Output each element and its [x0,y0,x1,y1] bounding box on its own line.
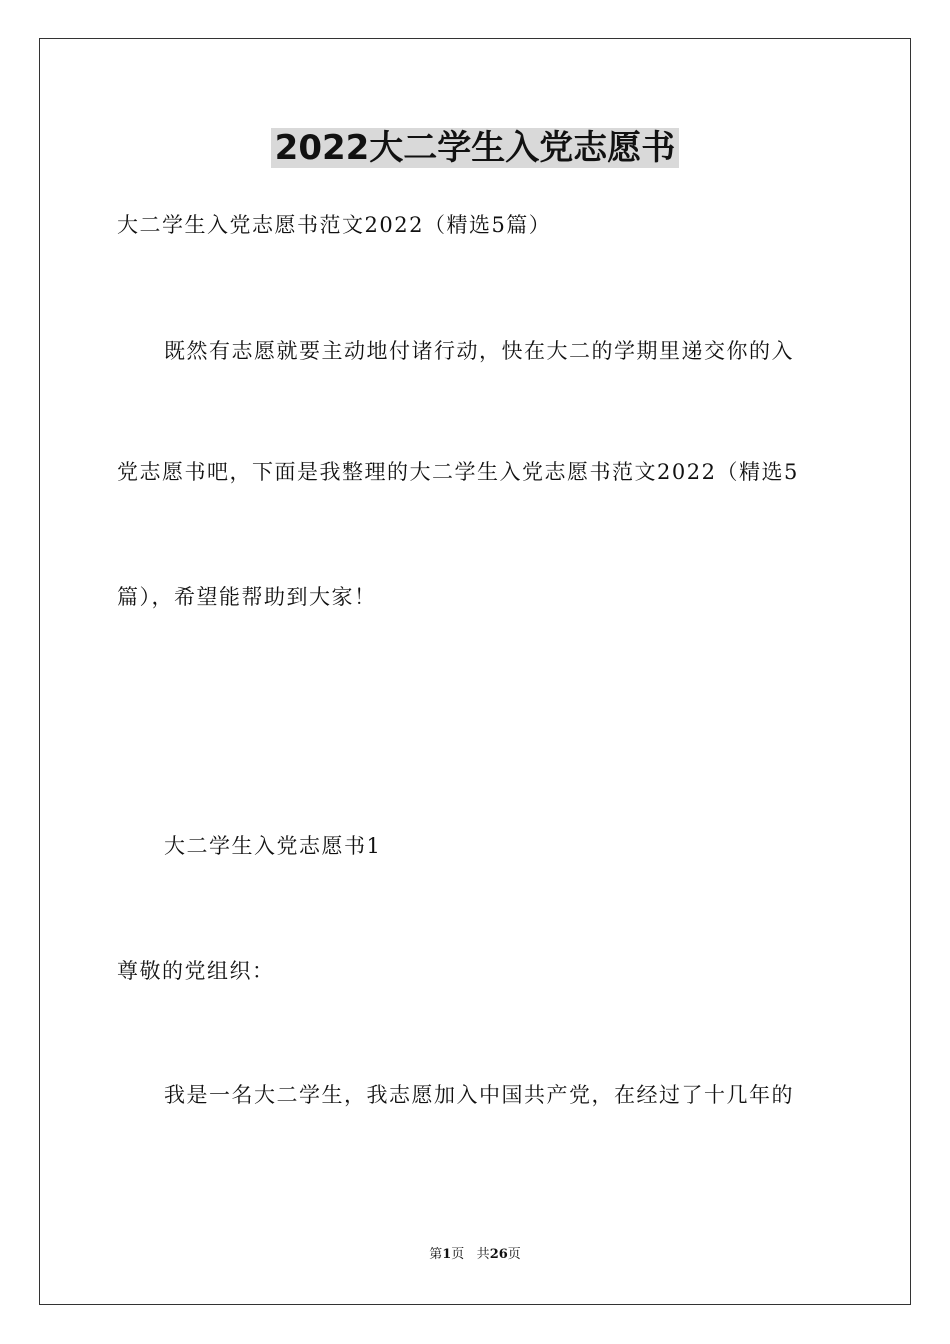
intro-line-3: 篇），希望能帮助到大家！ [117,585,377,609]
footer-page-number: 1 [442,1247,452,1262]
footer-total-pages: 26 [489,1247,508,1262]
document-title [0,124,950,172]
document-title-text: 2022大二学生入党志愿书 [271,128,680,168]
footer-total-suffix: 页 [507,1247,521,1262]
footer-page-suffix: 页 [451,1247,465,1262]
document-subtitle: 大二学生入党志愿书范文2022（精选5篇） [117,213,552,237]
section-heading: 大二学生入党志愿书1 [164,834,382,858]
footer-page-prefix: 第 [429,1247,443,1262]
footer-total-prefix: 共 [476,1247,490,1262]
intro-line-1: 既然有志愿就要主动地付诸行动，快在大二的学期里递交你的入 [164,339,794,363]
page-footer [0,1246,950,1264]
body-line-1: 我是一名大二学生，我志愿加入中国共产党，在经过了十几年的 [164,1083,794,1107]
salutation: 尊敬的党组织： [117,959,275,983]
intro-line-2: 党志愿书吧，下面是我整理的大二学生入党志愿书范文2022（精选5 [117,460,799,484]
